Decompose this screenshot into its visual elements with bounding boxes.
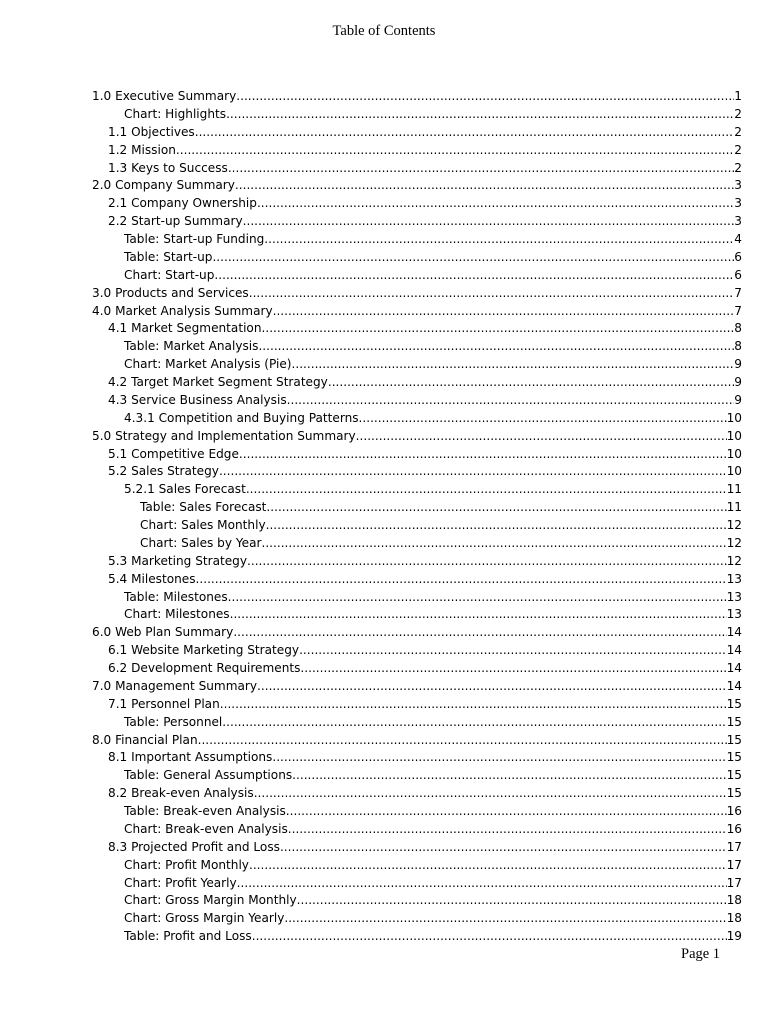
toc-entry-page: 16 xyxy=(726,821,742,836)
toc-entry[interactable] xyxy=(92,732,742,750)
toc-dot-leader xyxy=(252,928,727,946)
toc-entry[interactable] xyxy=(92,821,742,839)
toc-entry-page: 19 xyxy=(726,929,742,944)
toc-dot-leader xyxy=(226,106,734,124)
toc-entry[interactable] xyxy=(92,857,742,875)
toc-dot-leader xyxy=(261,535,726,553)
toc-entry-page: 3 xyxy=(734,196,742,211)
toc-dot-leader xyxy=(287,392,735,410)
toc-entry-title: 2.1 Company Ownership xyxy=(108,196,257,211)
toc-entry-page: 1 xyxy=(734,89,742,103)
toc-entry[interactable] xyxy=(92,749,742,767)
toc-dot-leader xyxy=(292,356,735,374)
toc-entry-title: 1.1 Objectives xyxy=(108,124,195,139)
toc-entry-page: 18 xyxy=(726,911,742,926)
toc-entry-title: 4.0 Market Analysis Summary xyxy=(92,303,273,318)
toc-entry[interactable] xyxy=(92,535,742,553)
toc-entry-page: 2 xyxy=(734,160,742,175)
toc-entry[interactable] xyxy=(92,106,742,124)
toc-entry[interactable] xyxy=(92,88,742,106)
toc-entry[interactable] xyxy=(92,374,742,392)
toc-entry-page: 18 xyxy=(726,893,742,908)
toc-entry[interactable] xyxy=(92,463,742,481)
toc-entry[interactable] xyxy=(92,160,742,178)
toc-entry[interactable] xyxy=(92,589,742,607)
toc-entry[interactable] xyxy=(92,177,742,195)
toc-dot-leader xyxy=(247,553,727,571)
toc-entry[interactable] xyxy=(92,285,742,303)
toc-entry-page: 14 xyxy=(726,643,742,658)
toc-entry-page: 13 xyxy=(726,589,742,604)
toc-entry[interactable] xyxy=(92,785,742,803)
toc-dot-leader xyxy=(246,481,727,499)
toc-entry[interactable] xyxy=(92,571,742,589)
toc-entry-title: 8.3 Projected Profit and Loss xyxy=(108,839,280,854)
toc-entry-title: 8.0 Financial Plan xyxy=(92,732,198,747)
toc-entry[interactable] xyxy=(92,606,742,624)
toc-dot-leader xyxy=(228,589,727,607)
toc-entry-title: Table: General Assumptions xyxy=(124,768,293,783)
toc-entry[interactable] xyxy=(92,213,742,231)
toc-dot-leader xyxy=(356,428,727,446)
toc-entry-title: Chart: Gross Margin Yearly xyxy=(124,911,285,926)
toc-entry-page: 10 xyxy=(726,464,742,479)
toc-dot-leader xyxy=(264,231,734,249)
toc-dot-leader xyxy=(220,696,727,714)
toc-dot-leader xyxy=(262,320,735,338)
toc-dot-leader xyxy=(249,285,735,303)
toc-entry-page: 2 xyxy=(734,142,742,157)
toc-entry[interactable] xyxy=(92,660,742,678)
toc-entry-title: 3.0 Products and Services xyxy=(92,285,249,300)
toc-entry-page: 6 xyxy=(734,267,742,282)
toc-entry[interactable] xyxy=(92,839,742,857)
toc-dot-leader xyxy=(299,642,727,660)
toc-entry-page: 17 xyxy=(726,875,742,890)
toc-entry-page: 15 xyxy=(726,768,742,783)
toc-entry-title: Table: Break-even Analysis xyxy=(124,804,286,818)
toc-entry-page: 17 xyxy=(726,839,742,854)
toc-entry-title: 8.1 Important Assumptions xyxy=(108,750,273,765)
toc-entry-page: 16 xyxy=(726,804,742,818)
toc-entry-page: 7 xyxy=(734,303,742,318)
toc-entry-title: Table: Profit and Loss xyxy=(124,929,252,944)
toc-entry-page: 12 xyxy=(726,553,742,568)
toc-dot-leader xyxy=(233,624,726,642)
toc-dot-leader xyxy=(235,177,734,195)
toc-entry-page: 4 xyxy=(734,232,742,246)
toc-dot-leader xyxy=(258,338,734,356)
toc-dot-leader xyxy=(228,160,734,178)
toc-entry-page: 13 xyxy=(726,571,742,586)
toc-entry-title: 5.4 Milestones xyxy=(108,571,196,586)
toc-entry-page: 9 xyxy=(734,375,742,389)
toc-entry[interactable] xyxy=(92,446,742,464)
toc-entry-page: 13 xyxy=(726,607,742,622)
toc-entry-title: Chart: Start-up xyxy=(124,267,215,282)
toc-dot-leader xyxy=(219,463,727,481)
toc-entry-page: 15 xyxy=(726,714,742,729)
toc-dot-leader xyxy=(198,732,727,750)
toc-entry-title: Chart: Profit Yearly xyxy=(124,875,237,890)
toc-dot-leader xyxy=(266,517,727,535)
page-number: Page 1 xyxy=(681,946,721,962)
toc-entry-page: 14 xyxy=(726,625,742,640)
toc-entry-title: 7.1 Personnel Plan xyxy=(108,696,220,711)
toc-entry[interactable] xyxy=(92,910,742,928)
toc-dot-leader xyxy=(359,410,727,428)
toc-dot-leader xyxy=(243,213,735,231)
toc-entry-page: 15 xyxy=(726,786,742,801)
toc-entry-title: 6.1 Website Marketing Strategy xyxy=(108,643,300,658)
toc-dot-leader xyxy=(297,892,727,910)
toc-dot-leader xyxy=(300,660,726,678)
toc-entry-title: 1.3 Keys to Success xyxy=(108,160,228,175)
toc-entry-title: 6.2 Development Requirements xyxy=(108,661,301,675)
toc-entry-title: 6.0 Web Plan Summary xyxy=(92,625,234,640)
toc-entry[interactable] xyxy=(92,428,742,446)
toc-entry[interactable] xyxy=(92,392,742,410)
toc-entry[interactable] xyxy=(92,499,742,517)
toc-entry[interactable] xyxy=(92,320,742,338)
toc-entry-page: 8 xyxy=(734,321,742,336)
toc-entry[interactable] xyxy=(92,356,742,374)
toc-entry[interactable] xyxy=(92,553,742,571)
toc-entry-page: 15 xyxy=(726,696,742,711)
toc-dot-leader xyxy=(249,857,727,875)
toc-dot-leader xyxy=(292,767,726,785)
toc-dot-leader xyxy=(284,910,726,928)
toc-entry-title: 7.0 Management Summary xyxy=(92,678,258,693)
toc-entry-title: 5.1 Competitive Edge xyxy=(108,446,239,461)
toc-dot-leader xyxy=(257,195,734,213)
toc-entry-title: Chart: Milestones xyxy=(124,607,230,622)
toc-entry[interactable] xyxy=(92,142,742,160)
toc-dot-leader xyxy=(196,571,727,589)
toc-entry[interactable] xyxy=(92,231,742,249)
toc-entry-title: Table: Start-up xyxy=(124,249,213,264)
toc-dot-leader xyxy=(257,678,727,696)
toc-dot-leader xyxy=(286,803,727,821)
toc-dot-leader xyxy=(230,606,727,624)
toc-entry-page: 10 xyxy=(726,410,742,425)
toc-entry[interactable] xyxy=(92,928,742,946)
toc-entry-title: 4.3 Service Business Analysis xyxy=(108,392,287,407)
toc-entry[interactable] xyxy=(92,767,742,785)
toc-entry-page: 12 xyxy=(726,535,742,550)
toc-entry-page: 10 xyxy=(726,428,742,443)
toc-entry-page: 6 xyxy=(734,249,742,264)
toc-entry[interactable] xyxy=(92,267,742,285)
toc-entry-title: Chart: Sales by Year xyxy=(140,535,262,550)
toc-entry-title: 5.2.1 Sales Forecast xyxy=(124,482,246,497)
toc-dot-leader xyxy=(222,714,726,732)
toc-entry-page: 10 xyxy=(726,446,742,461)
toc-entry-title: Chart: Market Analysis (Pie) xyxy=(124,357,292,372)
toc-entry[interactable] xyxy=(92,875,742,893)
toc-entry-page: 2 xyxy=(734,106,742,121)
toc-entry-page: 15 xyxy=(726,732,742,747)
toc-entry-title: 1.2 Mission xyxy=(108,142,176,157)
toc-dot-leader xyxy=(239,446,727,464)
toc-entry[interactable] xyxy=(92,303,742,321)
toc-entry-page: 8 xyxy=(734,339,742,354)
toc-entry-title: Table: Market Analysis xyxy=(124,339,259,354)
toc-entry-title: 2.2 Start-up Summary xyxy=(108,214,243,229)
toc-entry-title: Chart: Highlights xyxy=(124,106,227,121)
toc-entry-title: Chart: Sales Monthly xyxy=(140,518,266,532)
toc-entry-title: Chart: Profit Monthly xyxy=(124,857,249,872)
toc-dot-leader xyxy=(254,785,727,803)
toc-entry-page: 3 xyxy=(734,214,742,229)
toc-entry-page: 12 xyxy=(726,518,742,532)
toc-dot-leader xyxy=(280,839,727,857)
toc-entry-title: Table: Sales Forecast xyxy=(140,500,267,515)
toc-entry-title: Table: Personnel xyxy=(124,714,223,729)
toc-entry-title: Table: Milestones xyxy=(124,589,228,604)
toc-entry-page: 17 xyxy=(726,857,742,872)
toc-entry-page: 14 xyxy=(726,661,742,675)
toc-entry-page: 14 xyxy=(726,678,742,693)
toc-entry[interactable] xyxy=(92,714,742,732)
toc-entry[interactable] xyxy=(92,195,742,213)
toc-entry[interactable] xyxy=(92,338,742,356)
toc-entry-page: 9 xyxy=(734,357,742,372)
toc-dot-leader xyxy=(272,749,726,767)
toc-entry-page: 15 xyxy=(726,750,742,765)
toc-entry[interactable] xyxy=(92,696,742,714)
toc-dot-leader xyxy=(214,267,734,285)
toc-entry-title: 2.0 Company Summary xyxy=(92,178,235,193)
toc-entry-page: 3 xyxy=(734,178,742,193)
toc-entry[interactable] xyxy=(92,624,742,642)
toc-entry[interactable] xyxy=(92,517,742,535)
toc-entry[interactable] xyxy=(92,481,742,499)
toc-entry[interactable] xyxy=(92,678,742,696)
toc-entry-title: Chart: Gross Margin Monthly xyxy=(124,893,297,908)
toc-entry-title: 5.0 Strategy and Implementation Summary xyxy=(92,428,356,443)
toc-entry-title: 5.2 Sales Strategy xyxy=(108,464,219,479)
toc-entry-title: 1.0 Executive Summary xyxy=(92,89,237,103)
toc-list xyxy=(92,88,742,946)
toc-entry[interactable] xyxy=(92,803,742,821)
toc-entry-title: 4.3.1 Competition and Buying Patterns xyxy=(124,410,359,425)
toc-entry[interactable] xyxy=(92,249,742,267)
toc-entry-page: 2 xyxy=(734,124,742,139)
toc-dot-leader xyxy=(236,88,734,106)
toc-dot-leader xyxy=(176,142,734,160)
toc-dot-leader xyxy=(288,821,727,839)
toc-entry-page: 7 xyxy=(734,285,742,300)
toc-entry[interactable] xyxy=(92,642,742,660)
toc-entry-title: 4.1 Market Segmentation xyxy=(108,321,262,336)
toc-entry-title: Chart: Break-even Analysis xyxy=(124,821,288,836)
toc-entry-title: 8.2 Break-even Analysis xyxy=(108,786,254,801)
toc-entry-title: 4.2 Target Market Segment Strategy xyxy=(108,375,328,389)
toc-dot-leader xyxy=(266,499,726,517)
page-title: Table of Contents xyxy=(332,23,436,39)
toc-entry-page: 11 xyxy=(726,500,742,515)
toc-entry[interactable] xyxy=(92,124,742,142)
toc-dot-leader xyxy=(328,374,734,392)
toc-entry-title: 5.3 Marketing Strategy xyxy=(108,553,248,568)
toc-entry-title: Table: Start-up Funding xyxy=(124,232,265,246)
toc-dot-leader xyxy=(273,303,735,321)
toc-entry-page: 11 xyxy=(726,482,742,497)
toc-dot-leader xyxy=(195,124,735,142)
toc-dot-leader xyxy=(212,249,734,267)
toc-entry[interactable] xyxy=(92,892,742,910)
toc-entry[interactable] xyxy=(92,410,742,428)
toc-dot-leader xyxy=(237,875,727,893)
toc-entry-page: 9 xyxy=(734,392,742,407)
